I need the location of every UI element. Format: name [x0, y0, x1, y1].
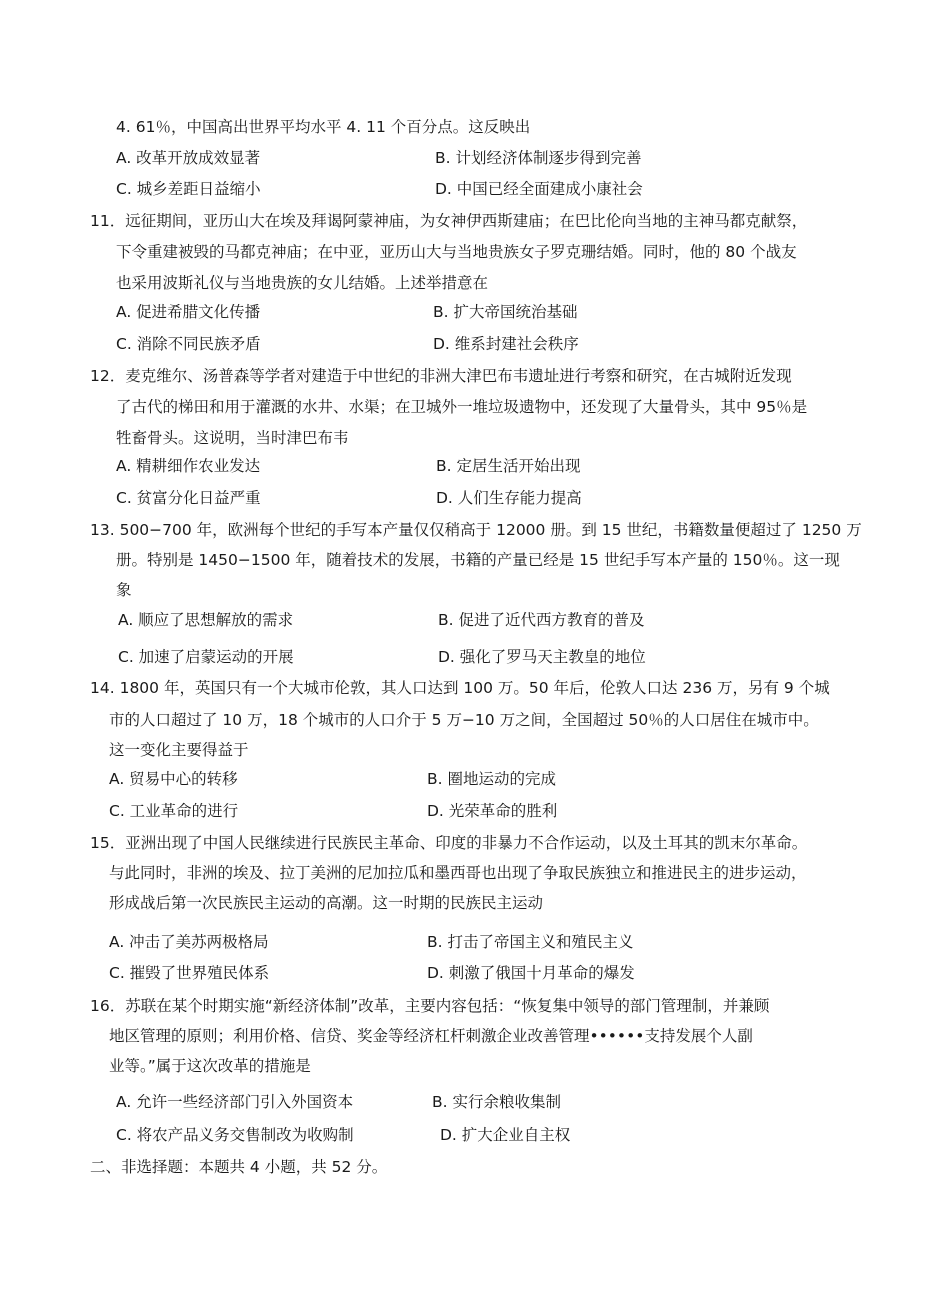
q14-option-b: B. 圈地运动的完成 [427, 770, 556, 788]
q10-text: 4. 61％，中国高出世界平均水平 4. 11 个百分点。这反映出 [116, 118, 531, 136]
q11-stem-line-2: 下令重建被毁的马都克神庙；在中亚，亚历山大与当地贵族女子罗克珊结婚。同时，他的 80 个战友 [116, 243, 797, 261]
q10-option-c: C. 城乡差距日益缩小 [116, 180, 261, 198]
q12-stem-line-3: 牲畜骨头。这说明，当时津巴布韦 [116, 429, 349, 447]
q15-stem-line-1: 15．亚洲出现了中国人民继续进行民族民主革命、印度的非暴力不合作运动，以及土耳其的凯末尔革命。 [90, 834, 808, 852]
q13-stem-line-2: 册。特别是 1450−1500 年，随着技术的发展，书籍的产量已经是 15 世纪手写本产量的 150％。这一现 [116, 551, 840, 569]
q11-option-c: C. 消除不同民族矛盾 [116, 335, 261, 353]
q14-stem-line-1: 14. 1800 年，英国只有一个大城市伦敦，其人口达到 100 万。50 年后，伦敦人口达 236 万，另有 9 个城 [90, 679, 830, 697]
section-2-heading: 二、非选择题：本题共 4 小题，共 52 分。 [90, 1158, 388, 1176]
q11-stem-line-1: 11．远征期间，亚历山大在埃及拜谒阿蒙神庙，为女神伊西斯建庙；在巴比伦向当地的主神马都克献祭， [90, 212, 808, 230]
q15-option-d: D. 刺激了俄国十月革命的爆发 [427, 964, 635, 982]
q16-option-c: C. 将农产品义务交售制改为收购制 [116, 1126, 354, 1144]
q14-option-d: D. 光荣革命的胜利 [427, 802, 558, 820]
q13-option-b: B. 促进了近代西方教育的普及 [438, 611, 645, 629]
q12-option-a: A. 精耕细作农业发达 [116, 457, 261, 475]
q16-option-a: A. 允许一些经济部门引入外国资本 [116, 1093, 354, 1111]
q14-option-c: C. 工业革命的进行 [109, 802, 239, 820]
q15-stem-line-3: 形成战后第一次民族民主运动的高潮。这一时期的民族民主运动 [109, 894, 544, 912]
q15-option-a: A. 冲击了美苏两极格局 [109, 933, 269, 951]
q14-option-a: A. 贸易中心的转移 [109, 770, 238, 788]
q10-option-b: B. 计划经济体制逐步得到完善 [435, 149, 642, 167]
q14-stem-line-3: 这一变化主要得益于 [109, 741, 249, 759]
q11-option-d: D. 维系封建社会秩序 [433, 335, 579, 353]
q13-option-a: A. 顺应了思想解放的需求 [118, 611, 294, 629]
q12-option-d: D. 人们生存能力提高 [436, 489, 582, 507]
q12-stem-line-1: 12．麦克维尔、汤普森等学者对建造于中世纪的非洲大津巴布韦遗址进行考察和研究，在古城附近发现 [90, 367, 792, 385]
q11-option-b: B. 扩大帝国统治基础 [433, 303, 578, 321]
q12-option-b: B. 定居生活开始出现 [436, 457, 581, 475]
q16-stem-line-1: 16．苏联在某个时期实施“新经济体制”改革，主要内容包括：“恢复集中领导的部门管理制，并兼顾 [90, 997, 770, 1015]
q14-stem-line-2: 市的人口超过了 10 万，18 个城市的人口介于 5 万−10 万之间，全国超过 50％的人口居住在城市中。 [109, 711, 819, 729]
q12-option-c: C. 贫富分化日益严重 [116, 489, 261, 507]
q12-stem-line-2: 了古代的梯田和用于灌溉的水井、水渠；在卫城外一堆垃圾遗物中，还发现了大量骨头，其中 95％是 [116, 398, 808, 416]
q16-stem-line-3: 业等。”属于这次改革的措施是 [109, 1057, 311, 1075]
q15-option-b: B. 打击了帝国主义和殖民主义 [427, 933, 634, 951]
q11-option-a: A. 促进希腊文化传播 [116, 303, 261, 321]
q13-stem-line-1: 13. 500−700 年，欧洲每个世纪的手写本产量仅仅稍高于 12000 册。到 15 世纪，书籍数量便超过了 1250 万 [90, 521, 862, 539]
q16-option-b: B. 实行余粮收集制 [432, 1093, 561, 1111]
q15-stem-line-2: 与此同时，非洲的埃及、拉丁美洲的尼加拉瓜和墨西哥也出现了争取民族独立和推进民主的进步运动， [109, 864, 807, 882]
q16-option-d: D. 扩大企业自主权 [440, 1126, 571, 1144]
q13-stem-line-3: 象 [116, 581, 132, 599]
q13-option-d: D. 强化了罗马天主教皇的地位 [438, 648, 646, 666]
q15-option-c: C. 摧毁了世界殖民体系 [109, 964, 270, 982]
q10-option-d: D. 中国已经全面建成小康社会 [435, 180, 643, 198]
q16-stem-line-2: 地区管理的原则；利用价格、信贷、奖金等经济杠杆刺激企业改善管理••••••支持发展个人副 [109, 1027, 753, 1045]
q10-option-a: A. 改革开放成效显著 [116, 149, 261, 167]
q11-stem-line-3: 也采用波斯礼仪与当地贵族的女儿结婚。上述举措意在 [116, 274, 489, 292]
q13-option-c: C. 加速了启蒙运动的开展 [118, 648, 294, 666]
